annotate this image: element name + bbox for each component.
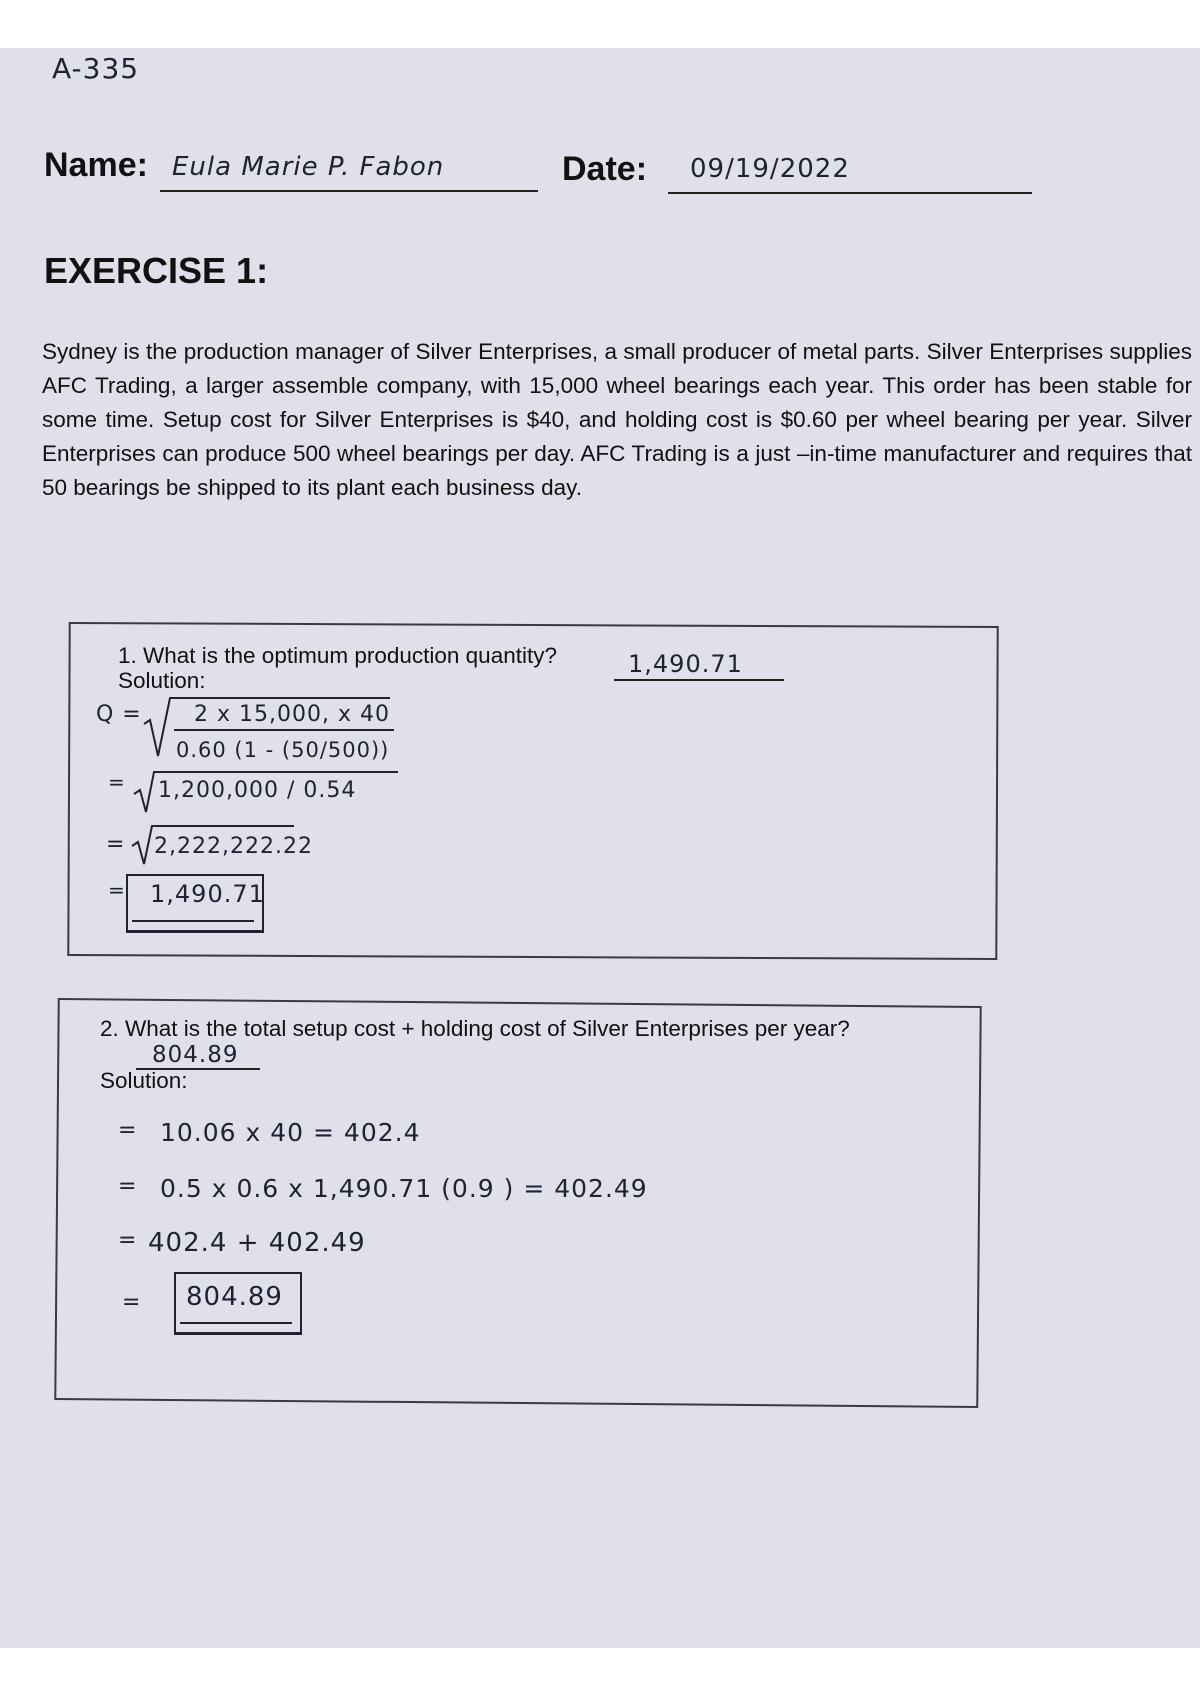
question2-answer: 804.89	[152, 1042, 239, 1068]
question1-text: 1. What is the optimum production quantity?	[118, 643, 557, 668]
q2-eq-4: =	[122, 1290, 142, 1315]
page-id: A-335	[52, 52, 140, 85]
name-label: Name:	[44, 146, 148, 184]
question1-answer: 1,490.71	[628, 650, 743, 678]
q1-q-label: Q =	[96, 702, 142, 727]
date-label: Date:	[562, 150, 648, 188]
q2-eq-1: =	[118, 1118, 138, 1143]
q2-eq-3: =	[118, 1228, 138, 1253]
q1-result-underline	[132, 920, 254, 922]
q1-eq-4: =	[108, 878, 126, 902]
date-underline	[668, 192, 1032, 194]
question1-solution-label: Solution:	[118, 668, 206, 693]
q2-line1: 10.06 x 40 = 402.4	[160, 1118, 421, 1147]
q2-line2: 0.5 x 0.6 x 1,490.71 (0.9 ) = 402.49	[160, 1174, 648, 1203]
q2-eq-2: =	[118, 1174, 138, 1199]
q1-step2: 1,200,000 / 0.54	[158, 778, 357, 803]
date-value: 09/19/2022	[690, 154, 850, 184]
q1-numerator: 2 x 15,000, x 40	[194, 702, 390, 727]
question1-answer-line	[614, 679, 784, 681]
q1-step3: 2,222,222.22	[154, 834, 313, 859]
problem-paragraph: Sydney is the production manager of Silver Enterprises, a small producer of metal parts. Silver Enterprises supplies AFC Trading, a larger assemble company, with 15,000 wheel bearings each year. This order has been stable for some time. Setup cost for Silver Enterprises is $40, and holding cost is $0.60 per wheel bearing per year. Silver Enterprises can produce 500 wheel bearings per day. AFC Trading is a just –in-time manufacturer and requires that 50 bearings be shipped to its plant each business day.	[42, 339, 1192, 500]
q2-result: 804.89	[186, 1282, 283, 1312]
exercise-title: EXERCISE 1:	[44, 250, 269, 291]
name-value: Eula Marie P. Fabon	[172, 152, 445, 182]
q1-eq-3: =	[106, 832, 126, 857]
name-underline	[160, 190, 538, 192]
question2-text: 2. What is the total setup cost + holding cost of Silver Enterprises per year?	[100, 1016, 850, 1041]
q2-result-underline	[180, 1322, 292, 1324]
q1-fraction-bar	[174, 729, 394, 731]
question2-solution-label: Solution:	[100, 1068, 188, 1093]
q2-line3: 402.4 + 402.49	[148, 1228, 366, 1258]
q1-eq-2: =	[108, 770, 126, 794]
q1-denominator: 0.60 (1 - (50/500))	[176, 738, 390, 762]
q1-result: 1,490.71	[150, 880, 265, 908]
